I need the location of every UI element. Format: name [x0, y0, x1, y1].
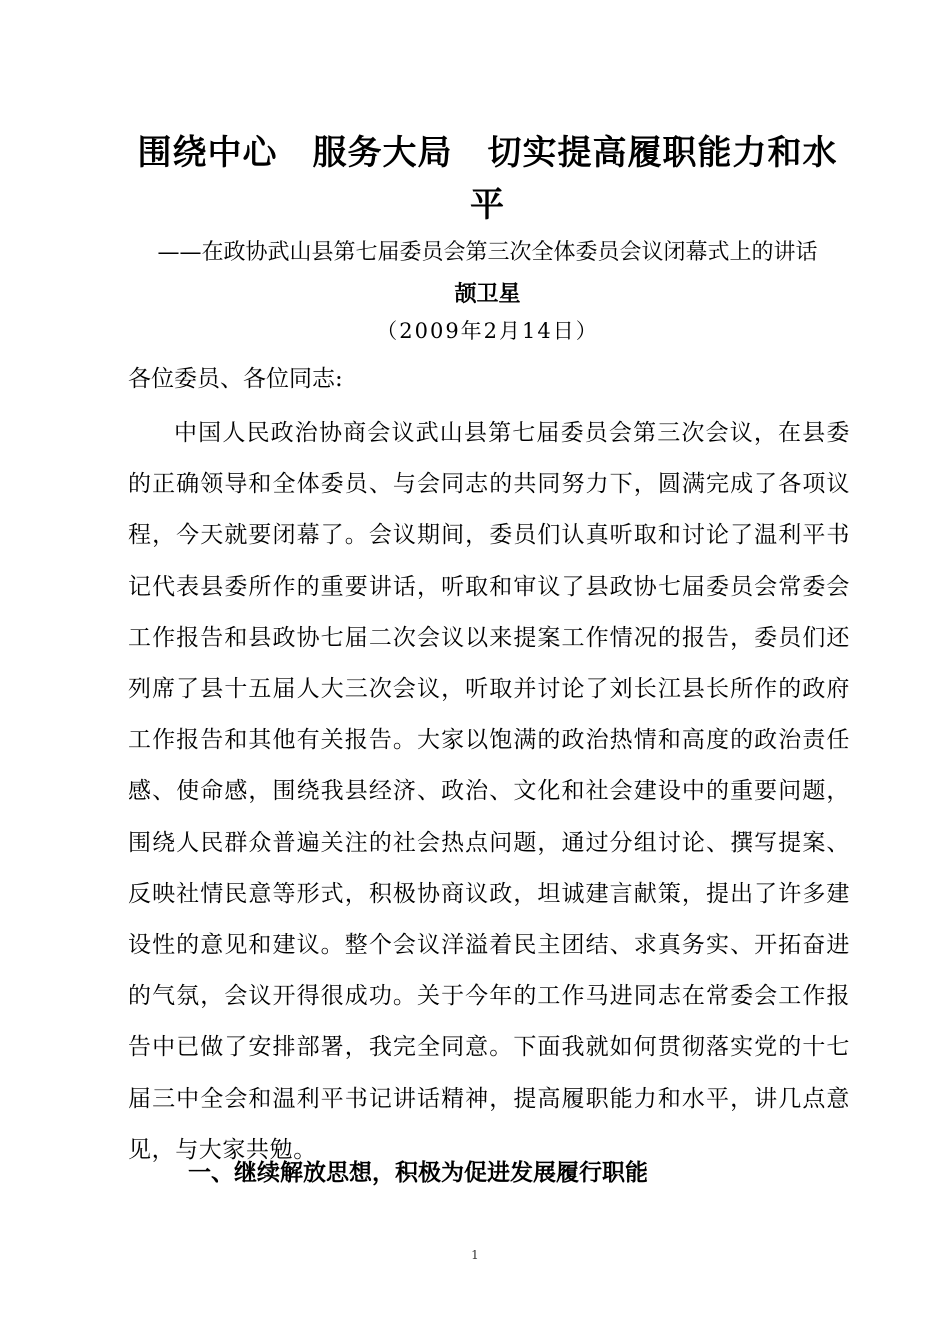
document-title-line2: 平	[470, 185, 505, 225]
document-title-line1: 围绕中心 服务大局 切实提高履职能力和水	[137, 133, 838, 173]
salutation: 各位委员、各位同志:	[128, 366, 343, 392]
author-name: 颉卫星	[454, 282, 521, 307]
body-paragraph: 中国人民政治协商会议武山县第七届委员会第三次会议，在县委的正确领导和全体委员、与会同志的共同努力下，圆满完成了各项议程，今天就要闭幕了。会议期间，委员们认真听取和讨论了温利平书记代表县委所作的重要讲话，听取和审议了县政协七届委员会常委会工作报告和县政协七届二次会议以来提案工作情况的报告，委员们还列席了县十五届人大三次会议，听取并讨论了刘长江县长所作的政府工作报告和其他有关报告。大家以饱满的政治热情和高度的政治责任感、使命感，围绕我县经济、政治、文化和社会建设中的重要问题，围绕人民群众普遍关注的社会热点问题，通过分组讨论、撰写提案、反映社情民意等形式，积极协商议政，坦诚建言献策，提出了许多建设性的意见和建议。整个会议洋溢着民主团结、求真务实、开拓奋进的气氛，会议开得很成功。关于今年的工作马进同志在常委会工作报告中已做了安排部署，我完全同意。下面我就如何贯彻落实党的十七届三中全会和温利平书记讲话精神，提高履职能力和水平，讲几点意见，与大家共勉。	[128, 420, 850, 1163]
page-number: 1	[471, 1248, 479, 1262]
document-subtitle: ——在政协武山县第七届委员会第三次全体委员会议闭幕式上的讲话	[157, 240, 818, 265]
speech-date: （2009年2月14日）	[376, 319, 599, 343]
section-heading: 一、继续解放思想，积极为促进发展履行职能	[188, 1160, 648, 1186]
